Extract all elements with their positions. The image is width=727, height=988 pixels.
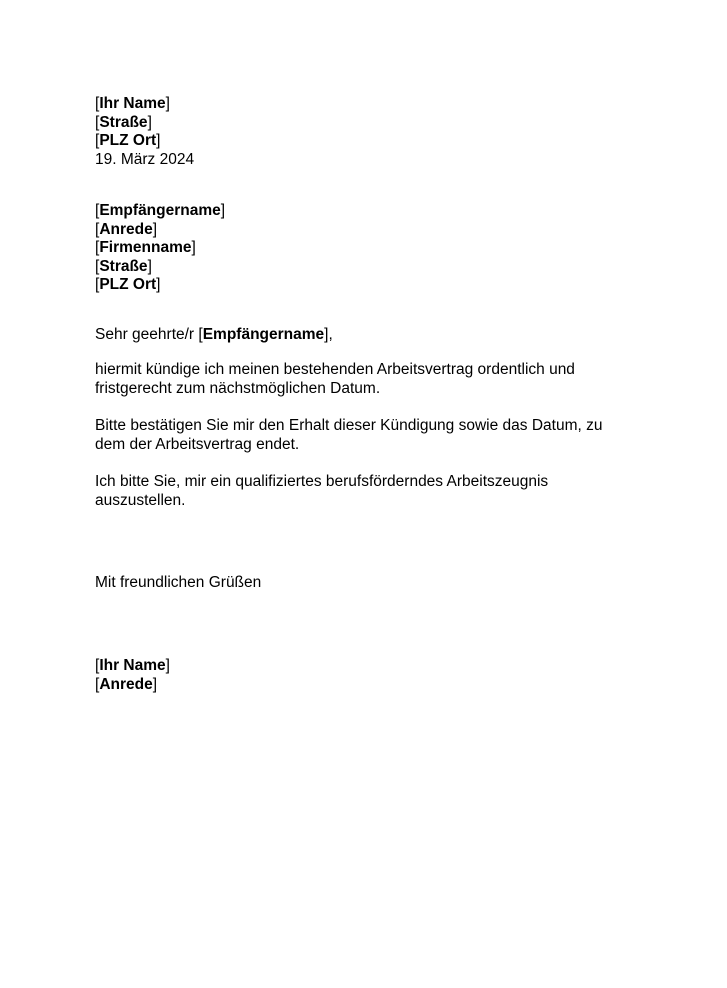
sender-address-block xyxy=(95,95,655,169)
paragraph-termination: hiermit kündige ich meinen bestehenden Arbeitsvertrag ordentlich und fristgerecht zum nächstmöglichen Datum. xyxy=(95,361,575,397)
paragraph-reference-request: Ich bitte Sie, mir ein qualifiziertes berufsförderndes Arbeitszeugnis auszustellen. xyxy=(95,473,549,509)
letter-date: 19. März 2024 xyxy=(95,150,195,168)
recipient-company: [Firmenname] xyxy=(95,239,196,256)
sender-city: [PLZ Ort] xyxy=(95,132,161,149)
letter-greeting: Sehr geehrte/r [Empfängername], xyxy=(95,326,333,343)
recipient-address-block xyxy=(95,202,655,295)
recipient-city: [PLZ Ort] xyxy=(95,276,161,293)
recipient-street: [Straße] xyxy=(95,257,152,275)
signature-block xyxy=(95,657,655,694)
signature-salutation: [Anrede] xyxy=(95,675,158,693)
signature-name: [Ihr Name] xyxy=(95,657,170,674)
sender-street: [Straße] xyxy=(95,113,152,131)
letter-closing: Mit freundlichen Grüßen xyxy=(95,574,262,591)
recipient-salutation: [Anrede] xyxy=(95,220,158,238)
paragraph-confirmation-request: Bitte bestätigen Sie mir den Erhalt dieser Kündigung sowie das Datum, zu dem der Arbeitsvertrag endet. xyxy=(95,417,603,453)
recipient-name: [Empfängername] xyxy=(95,202,226,219)
sender-name: [Ihr Name] xyxy=(95,95,170,112)
